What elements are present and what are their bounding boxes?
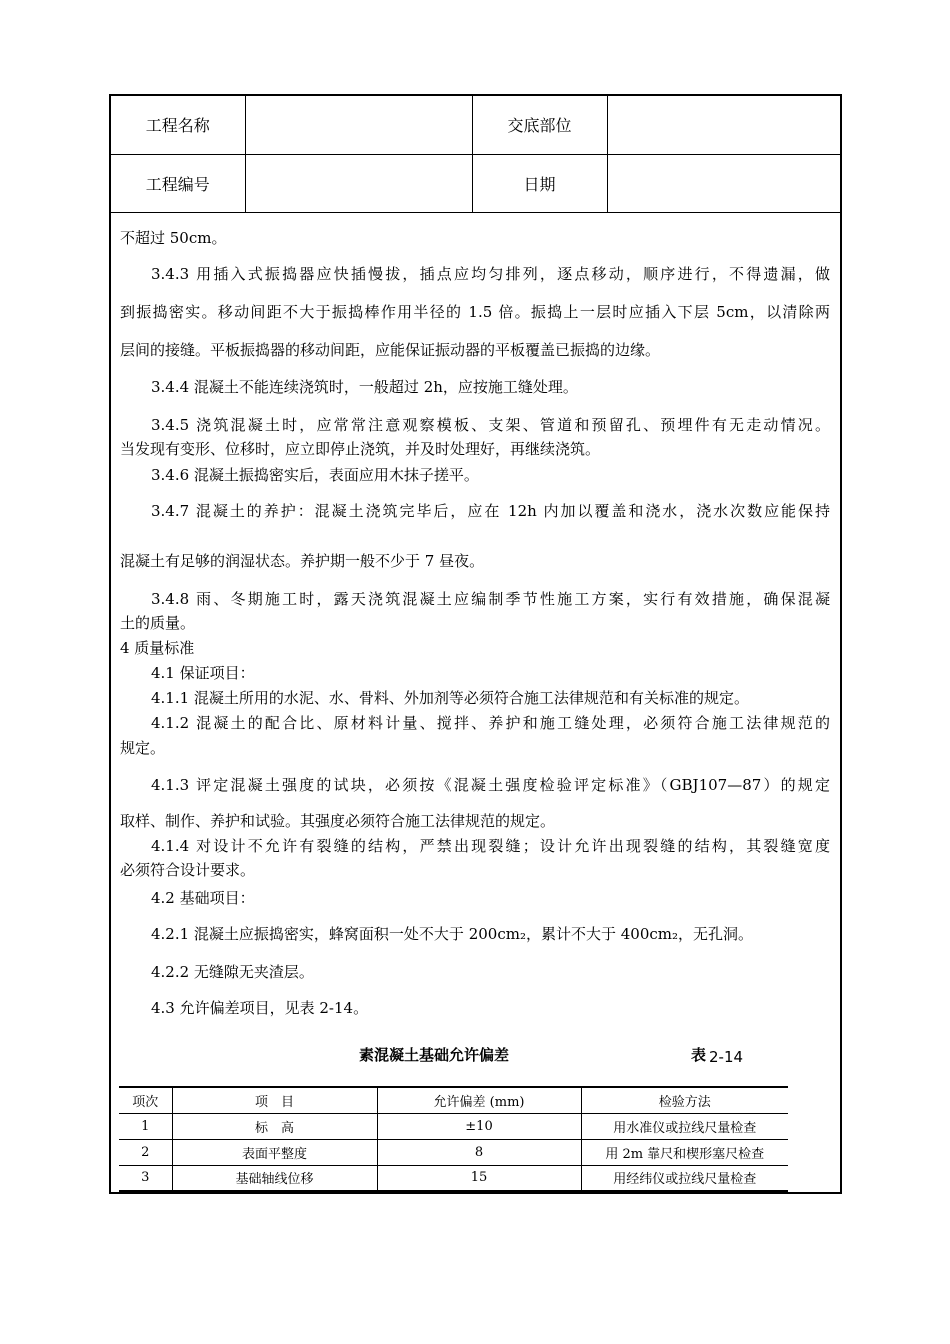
body-line: 4.1.3 评定混凝土强度的试块，必须按《混凝土强度检验评定标准》（GBJ107—87）的规定: [151, 776, 830, 794]
body-line: 3.4.4 混凝土不能连续浇筑时，一般超过 2h，应按施工缝处理。: [151, 378, 578, 396]
body-line: 4.1.2 混凝土的配合比、原材料计量、搅拌、养护和施工缝处理，必须符合施工法律规范的: [151, 714, 830, 732]
project-no-value: [245, 154, 472, 212]
date-value: [607, 154, 840, 212]
table-row: [119, 1139, 788, 1165]
body-line: 3.4.5 浇筑混凝土时，应常常注意观察模板、支架、管道和预留孔、预埋件有无走动情况。: [151, 416, 830, 434]
column-header: 项次: [119, 1087, 172, 1113]
body-line: 土的质量。: [120, 614, 196, 632]
table-cell: 8: [377, 1139, 581, 1165]
body-line: 混凝土有足够的润湿状态。养护期一般不少于 7 昼夜。: [120, 552, 485, 570]
handover-part-label: 交底部位: [472, 96, 607, 154]
table-row: [119, 1113, 788, 1139]
table-cell: 用经纬仪或拉线尺量检查: [581, 1165, 788, 1191]
table-cell: 用水准仪或拉线尺量检查: [581, 1113, 788, 1139]
table-row: [119, 1165, 788, 1191]
body-line: 取样、制作、养护和试验。其强度必须符合施工法律规范的规定。: [120, 812, 556, 830]
body-line: 3.4.3 用插入式振捣器应快插慢拔，插点应均匀排列，逐点移动，顺序进行，不得遗漏，做: [151, 265, 830, 283]
table-cell: 3: [119, 1165, 172, 1191]
table-cell: ±10: [377, 1113, 581, 1139]
body-line: 4.1 保证项目：: [151, 664, 255, 682]
project-name-value: [245, 96, 472, 154]
deviation-table: [119, 1086, 788, 1192]
column-header: 项 目: [172, 1087, 377, 1113]
table-number: 2-14: [709, 1048, 744, 1066]
body-line: 必须符合设计要求。: [120, 861, 256, 879]
body-line: 当发现有变形、位移时，应立即停止浇筑，并及时处理好，再继续浇筑。: [120, 440, 601, 458]
body-line: 3.4.8 雨、冬期施工时，露天浇筑混凝土应编制季节性施工方案，实行有效措施，确保混凝: [151, 590, 830, 608]
table-cell: 15: [377, 1165, 581, 1191]
handover-part-value: [607, 96, 840, 154]
table-cell: 2: [119, 1139, 172, 1165]
column-header: 允许偏差 (mm): [377, 1087, 581, 1113]
body-line: 4.2 基础项目：: [151, 889, 255, 907]
project-no-label: 工程编号: [111, 154, 245, 212]
table-title: 素混凝土基础允许偏差: [359, 1046, 510, 1064]
column-header: 检验方法: [581, 1087, 788, 1113]
body-line: 4.2.1 混凝土应振捣密实，蜂窝面积一处不大于 200cm₂，累计不大于 400cm₂，无孔洞。: [151, 925, 754, 943]
section-heading: 4 质量标准: [120, 639, 195, 657]
table-cell: 基础轴线位移: [172, 1165, 377, 1191]
table-cell: 用 2m 靠尺和楔形塞尺检查: [581, 1139, 788, 1165]
document-frame: [109, 94, 842, 1194]
body-line: 4.2.2 无缝隙无夹渣层。: [151, 963, 314, 981]
table-cell: 1: [119, 1113, 172, 1139]
body-line: 规定。: [120, 739, 166, 757]
body-line: 层间的接缝。平板振捣器的移动间距，应能保证振动器的平板覆盖已振捣的边缘。: [120, 341, 661, 359]
body-line: 4.3 允许偏差项目，见表 2-14。: [151, 999, 369, 1017]
body-line: 到振捣密实。移动间距不大于振捣棒作用半径的 1.5 倍。振捣上一层时应插入下层 5cm，以清除两: [120, 303, 830, 321]
table-number-prefix: 表: [691, 1046, 707, 1064]
table-header-row: [119, 1087, 788, 1113]
table-cell: 表面平整度: [172, 1139, 377, 1165]
date-label: 日期: [472, 154, 607, 212]
body-line: 3.4.7 混凝土的养护：混凝土浇筑完毕后，应在 12h 内加以覆盖和浇水，浇水次数应能保持: [151, 502, 830, 520]
body-line: 不超过 50cm。: [120, 229, 227, 247]
table-cell: 标 高: [172, 1113, 377, 1139]
project-name-label: 工程名称: [111, 96, 245, 154]
body-line: 4.1.4 对设计不允许有裂缝的结构，严禁出现裂缝；设计允许出现裂缝的结构，其裂缝宽度: [151, 837, 830, 855]
header-table: [111, 96, 840, 213]
body-line: 4.1.1 混凝土所用的水泥、水、骨料、外加剂等必须符合施工法律规范和有关标准的规定。: [151, 689, 749, 707]
body-line: 3.4.6 混凝土振捣密实后，表面应用木抹子搓平。: [151, 466, 479, 484]
